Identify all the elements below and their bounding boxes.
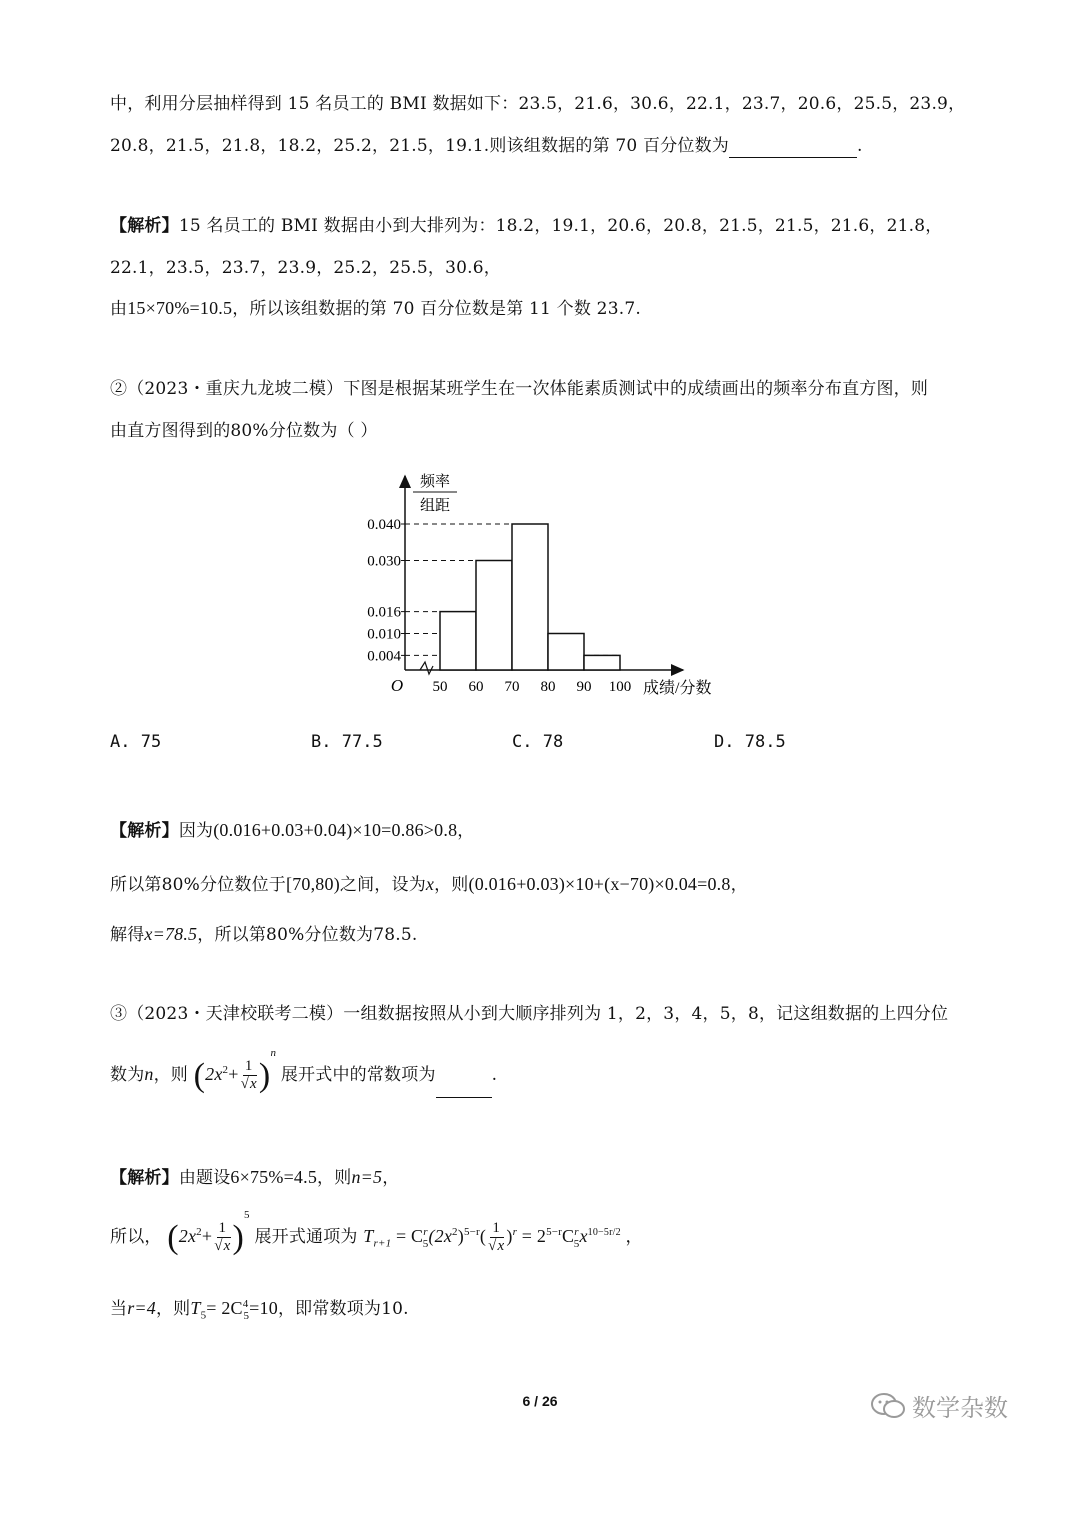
solution-text: ，所以第80%分位数为78.5. xyxy=(197,925,418,945)
general-term-formula xyxy=(363,1220,625,1255)
problem-text-line xyxy=(110,135,863,158)
sqrt-sign: √ xyxy=(488,1238,497,1255)
solution-line xyxy=(110,297,641,320)
fraction-numerator: 1 xyxy=(244,1058,253,1075)
solution-text: 由题设 xyxy=(178,1168,231,1188)
sqrt-sign: √ xyxy=(214,1238,223,1255)
x-axis-label: 成绩/分数 xyxy=(643,680,712,697)
wechat-icon xyxy=(870,1392,906,1420)
solution-line xyxy=(110,873,748,896)
choice-value: 77.5 xyxy=(341,732,383,752)
answer-blank xyxy=(436,1053,492,1098)
solution-tag: 【解析】 xyxy=(110,1168,179,1188)
problem-text-line: 中，利用分层抽样得到 15 名员工的 BMI 数据如下：23.5，21.6，30.6，22.1，23.7，20.6，25.5，23.9， xyxy=(110,94,966,114)
y-tick-label: 0.030 xyxy=(367,553,401,570)
math-subscript: 5 xyxy=(200,1309,207,1322)
watermark-text: 数学杂数 xyxy=(912,1395,1008,1422)
math-term: = C xyxy=(395,1226,424,1246)
x-tick-label: 90 xyxy=(576,679,592,695)
math-term: T xyxy=(363,1226,374,1246)
solution-line xyxy=(110,215,942,237)
sqrt-radicand: x xyxy=(497,1238,505,1255)
math-expression: 15×70%=10.5 xyxy=(127,298,233,318)
math-variable: n xyxy=(144,1064,154,1084)
math-term: x xyxy=(579,1226,588,1246)
histogram-bar xyxy=(584,655,620,670)
x-tick-label: 70 xyxy=(504,679,520,695)
math-operator: + xyxy=(228,1064,239,1084)
choice-letter: B. xyxy=(311,732,332,752)
sqrt-radicand: x xyxy=(223,1238,231,1255)
math-expression: r=4 xyxy=(127,1298,156,1318)
solution-line: 22.1，23.5，23.7，23.9，25.2，25.5，30.6， xyxy=(110,258,501,278)
math-exponent: 5 xyxy=(244,1209,250,1221)
math-expression: x=78.5 xyxy=(144,924,198,944)
choice-value: 75 xyxy=(140,732,162,752)
choice-b[interactable] xyxy=(311,731,383,753)
histogram-bar xyxy=(476,561,512,671)
math-superscript: r xyxy=(423,1226,428,1238)
math-term: ) xyxy=(506,1226,513,1246)
solution-text: ，则 xyxy=(434,875,469,895)
math-term: T xyxy=(190,1298,201,1318)
sqrt-sign: √ xyxy=(240,1076,250,1093)
solution-line xyxy=(110,819,474,842)
choice-d[interactable] xyxy=(714,731,786,753)
x-tick-label: 100 xyxy=(608,679,632,695)
solution-text: ， xyxy=(382,1168,400,1188)
math-term: = 2 xyxy=(521,1226,547,1246)
question-marker: ③ xyxy=(110,1004,128,1024)
solution-text: ， xyxy=(625,1227,643,1247)
math-subscript: r+1 xyxy=(373,1237,392,1250)
math-exponent: r xyxy=(512,1226,518,1238)
question-text: （2023・天津校联考二模）一组数据按照从小到大顺序排列为 1，2，3，4，5，8，记这组数据的上四分位 xyxy=(127,1004,949,1024)
y-axis-label-top: 频率 xyxy=(419,474,451,490)
y-tick-label: 0.004 xyxy=(367,648,401,665)
math-operator: + xyxy=(201,1226,213,1246)
math-exponent: 2 xyxy=(452,1226,458,1238)
solution-text: ，即常数项为10. xyxy=(277,1299,409,1319)
solution-line xyxy=(110,923,418,946)
axis-break-mark xyxy=(420,662,433,674)
choice-value: 78.5 xyxy=(744,732,786,752)
solution-text: 解得 xyxy=(110,925,145,945)
solution-text: 15 名员工的 BMI 数据由小到大排列为：18.2，19.1，20.6，20.8，21.5，21.5，21.6，21.8， xyxy=(178,216,943,236)
math-exponent: 2 xyxy=(196,1226,202,1238)
math-superscript: 4 xyxy=(242,1298,249,1310)
question-marker: ② xyxy=(110,379,128,399)
solution-text: 所以， xyxy=(110,1227,162,1247)
histogram-bar xyxy=(440,612,476,670)
math-fraction xyxy=(488,1220,504,1255)
math-term: C xyxy=(562,1226,575,1246)
math-expression: (0.016+0.03)×10+(x−70)×0.04=0.8 xyxy=(468,874,731,894)
math-fraction xyxy=(241,1058,257,1093)
choice-c[interactable] xyxy=(512,731,563,753)
choice-letter: C. xyxy=(512,732,533,752)
question-text: 数为 xyxy=(110,1065,145,1085)
fraction-numerator: 1 xyxy=(492,1220,501,1237)
math-term: ) xyxy=(457,1226,464,1246)
math-expression: n=5 xyxy=(351,1167,383,1187)
x-tick-label: 50 xyxy=(432,679,448,695)
binomial-expression: ($2x^2+$ $\frac{1}{√x}$ )$^5$ xyxy=(167,1209,250,1256)
math-subscript: 5 xyxy=(573,1237,580,1250)
question-text: 展开式中的常数项为 xyxy=(280,1065,436,1085)
choice-letter: D. xyxy=(714,732,735,752)
period: . xyxy=(857,136,863,156)
solution-tag: 【解析】 xyxy=(110,216,179,236)
solution-text: ，则 xyxy=(317,1168,352,1188)
answer-blank xyxy=(729,135,857,158)
solution-text: 所以第80%分位数位于 xyxy=(110,875,286,895)
solution-text: ，则 xyxy=(155,1299,191,1319)
x-tick-label: 60 xyxy=(468,679,484,695)
math-exponent: 10−5r/2 xyxy=(587,1227,621,1238)
question-line xyxy=(110,378,928,400)
solution-text: 因为 xyxy=(178,821,214,841)
math-exponent: 2 xyxy=(222,1064,229,1076)
math-variable: x xyxy=(425,874,435,894)
math-exponent: n xyxy=(270,1047,277,1059)
math-subscript: 5 xyxy=(422,1237,429,1250)
math-expression: 6×75%=4.5 xyxy=(230,1167,318,1187)
y-tick-label: 0.040 xyxy=(367,517,401,533)
solution-text: ，所以该组数据的第 70 百分位数是第 11 个数 23.7. xyxy=(232,299,641,319)
solution-line xyxy=(110,1209,643,1262)
histogram-plot xyxy=(367,517,631,695)
choice-value: 78 xyxy=(542,732,564,752)
solution-text: 当 xyxy=(110,1299,128,1319)
math-exponent: 5−r xyxy=(463,1226,480,1238)
fraction-denominator xyxy=(214,1238,230,1255)
fraction-denominator xyxy=(488,1238,504,1255)
origin-label: O xyxy=(390,676,404,695)
page-number: 6 / 26 xyxy=(522,1393,558,1409)
question-line xyxy=(110,1047,498,1100)
question-text: （2023・重庆九龙坡二模）下图是根据某班学生在一次体能素质测试中的成绩画出的频率分布直方图，则 xyxy=(127,379,929,399)
watermark xyxy=(870,1388,1008,1423)
fraction-denominator xyxy=(241,1076,257,1093)
binomial-expression: ($2x^2+$ $\frac{1}{√x}$ )$^n$ xyxy=(193,1047,277,1094)
math-term: =10 xyxy=(249,1298,278,1318)
histogram-bar xyxy=(512,524,548,670)
math-interval: [70,80) xyxy=(286,874,340,894)
solution-text: ， xyxy=(730,875,748,895)
x-tick-label: 80 xyxy=(540,679,556,695)
question-text: ，则 xyxy=(153,1065,189,1085)
math-subscript: 5 xyxy=(243,1309,250,1322)
math-term: 2x xyxy=(178,1226,197,1246)
choice-letter: A. xyxy=(110,732,131,752)
math-term: ( xyxy=(479,1226,487,1246)
math-term: (2x xyxy=(428,1226,453,1246)
question-line xyxy=(110,1003,948,1025)
period: . xyxy=(491,1065,498,1085)
question-line: 由直方图得到的80%分位数为（ ） xyxy=(110,421,378,441)
solution-tag: 【解析】 xyxy=(110,821,179,841)
solution-text: 展开式通项为 xyxy=(254,1227,358,1247)
sqrt-radicand: x xyxy=(250,1076,257,1093)
math-term: = 2C xyxy=(206,1298,243,1318)
histogram-bar xyxy=(548,634,584,671)
solution-text: ， xyxy=(457,821,475,841)
math-exponent: 5−r xyxy=(546,1226,563,1238)
math-superscript: r xyxy=(574,1226,579,1238)
y-tick-label: 0.010 xyxy=(367,626,401,643)
problem-text: 20.8，21.5，21.8，18.2，25.2，21.5，19.1.则该组数据的第 70 百分位数为 xyxy=(110,136,730,156)
solution-text: 由 xyxy=(110,299,128,319)
math-fraction xyxy=(214,1220,230,1255)
solution-line xyxy=(110,1297,409,1320)
y-axis-label-bottom: 组距 xyxy=(419,498,451,514)
math-term: 2x xyxy=(205,1064,223,1084)
fraction-numerator: 1 xyxy=(218,1220,227,1237)
math-expression: (0.016+0.03+0.04)×10=0.86>0.8 xyxy=(213,820,458,840)
solution-line xyxy=(110,1166,399,1189)
choice-a[interactable] xyxy=(110,731,161,753)
y-tick-label: 0.016 xyxy=(367,604,401,621)
solution-text: 之间，设为 xyxy=(339,875,426,895)
frequency-histogram xyxy=(345,462,765,702)
